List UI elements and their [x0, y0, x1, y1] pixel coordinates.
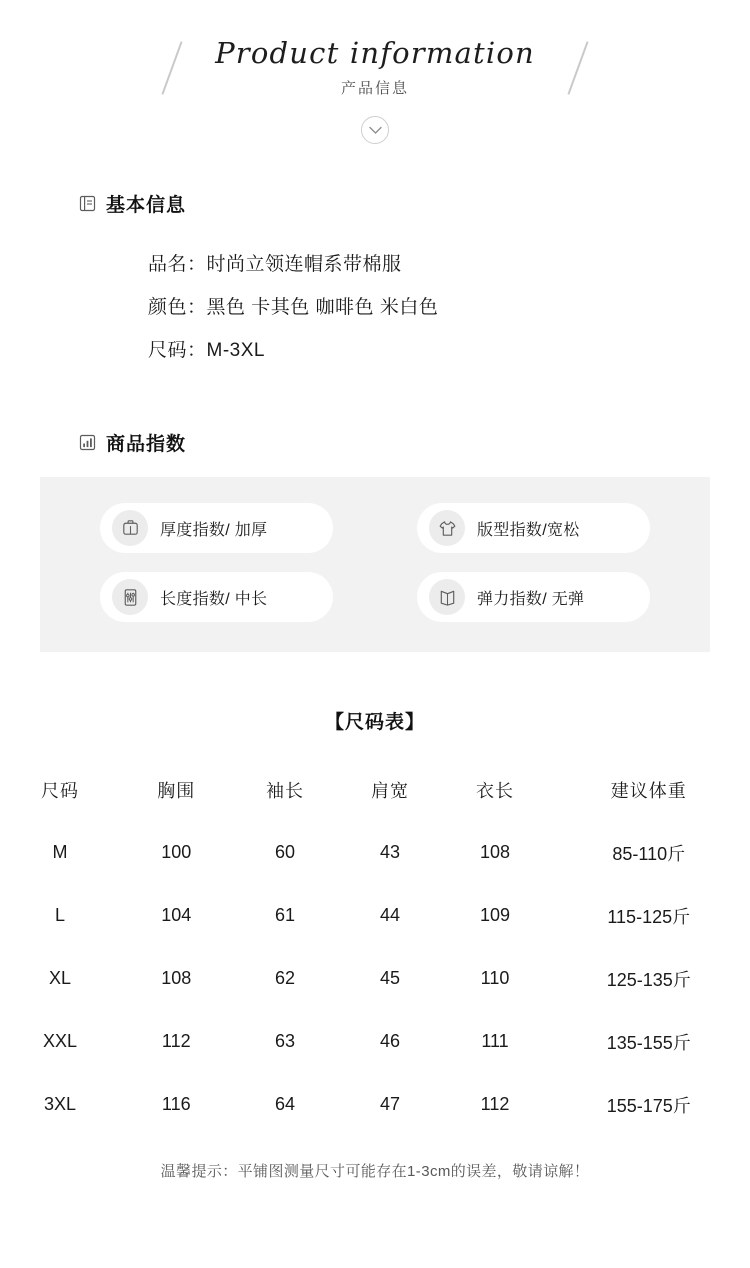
tshirt-icon [429, 510, 465, 546]
header-title-block [157, 34, 593, 98]
index-item-length [100, 572, 333, 622]
index-item-thickness-label: 厚度指数/ 加厚 [160, 521, 268, 539]
cell-length: 111 [481, 1031, 509, 1051]
cell-shoulder: 43 [379, 842, 401, 862]
cell-length: 109 [479, 905, 511, 925]
cell-shoulder: 47 [379, 1094, 401, 1114]
basic-info-heading-label: 基本信息 [106, 195, 187, 216]
cell-sleeve: 62 [274, 968, 296, 988]
cell-size: XXL [42, 1031, 78, 1051]
page-title-cn: 产品信息 [340, 80, 409, 97]
cell-bust: 108 [161, 968, 192, 988]
cell-sleeve: 61 [274, 905, 296, 925]
col-header-sleeve: 袖长 [266, 780, 304, 801]
table-row [0, 947, 750, 1010]
col-header-length: 衣长 [476, 780, 514, 801]
cell-weight: 125-135斤 [606, 969, 691, 990]
cell-weight: 135-155斤 [606, 1032, 691, 1053]
cell-size: XL [48, 968, 72, 988]
index-item-fit [417, 503, 650, 553]
cell-sleeve: 63 [274, 1031, 296, 1051]
index-item-elasticity [417, 572, 650, 622]
table-row [0, 1010, 750, 1073]
size-table-title: 【尺码表】 [324, 712, 425, 733]
ruler-icon [112, 579, 148, 615]
document-icon [78, 194, 97, 213]
cell-size: M [52, 842, 68, 862]
basic-info-heading [78, 190, 750, 217]
index-item-elasticity-label: 弹力指数/ 无弹 [477, 590, 585, 608]
cell-size: 3XL [43, 1094, 77, 1114]
cell-weight: 115-125斤 [607, 906, 691, 927]
size-table [0, 758, 750, 1136]
size-table-header-row [0, 758, 750, 821]
decorative-slash-right [567, 41, 588, 94]
page-title-en: Product information [215, 36, 535, 70]
size-table-tip: 温馨提示：平铺图测量尺寸可能存在1-3cm的误差，敬请谅解！ [160, 1163, 590, 1180]
cell-size: L [54, 905, 65, 925]
col-header-size: 尺码 [41, 780, 79, 801]
table-row [0, 884, 750, 947]
cell-sleeve: 60 [274, 842, 296, 862]
product-index-heading-label: 商品指数 [106, 434, 187, 455]
cell-length: 108 [479, 842, 511, 862]
info-line-color: 颜色：黑色 卡其色 咖啡色 米白色 [148, 297, 439, 318]
table-row [0, 1073, 750, 1136]
decorative-slash-left [162, 41, 183, 94]
product-index-heading [78, 429, 750, 456]
index-item-length-label: 长度指数/ 中长 [160, 590, 268, 608]
col-header-weight: 建议体重 [610, 780, 687, 801]
index-item-thickness [100, 503, 333, 553]
product-index-row [40, 503, 710, 553]
cell-length: 112 [480, 1094, 510, 1114]
col-header-shoulder: 肩宽 [371, 780, 409, 801]
cell-weight: 155-175斤 [606, 1095, 691, 1116]
cell-shoulder: 46 [379, 1031, 401, 1051]
cell-shoulder: 45 [379, 968, 401, 988]
bar-chart-icon [78, 433, 97, 452]
cell-shoulder: 44 [379, 905, 401, 925]
cell-bust: 104 [161, 905, 192, 925]
col-header-bust: 胸围 [157, 780, 196, 801]
cell-sleeve: 64 [274, 1094, 296, 1114]
index-item-fit-label: 版型指数/宽松 [477, 521, 580, 539]
coat-icon [112, 510, 148, 546]
chevron-down-icon [361, 116, 389, 144]
info-line-size: 尺码：M-3XL [148, 340, 265, 361]
cell-bust: 112 [161, 1031, 191, 1051]
cell-bust: 116 [161, 1094, 191, 1114]
fabric-icon [429, 579, 465, 615]
cell-weight: 85-110斤 [612, 843, 686, 864]
product-index-row [40, 572, 710, 622]
info-line-name: 品名：时尚立领连帽系带棉服 [148, 254, 402, 275]
basic-info-list [148, 243, 750, 372]
cell-bust: 100 [161, 842, 192, 862]
table-row [0, 821, 750, 884]
cell-length: 110 [480, 968, 510, 988]
page-header [0, 0, 750, 144]
product-index-panel [40, 477, 710, 652]
